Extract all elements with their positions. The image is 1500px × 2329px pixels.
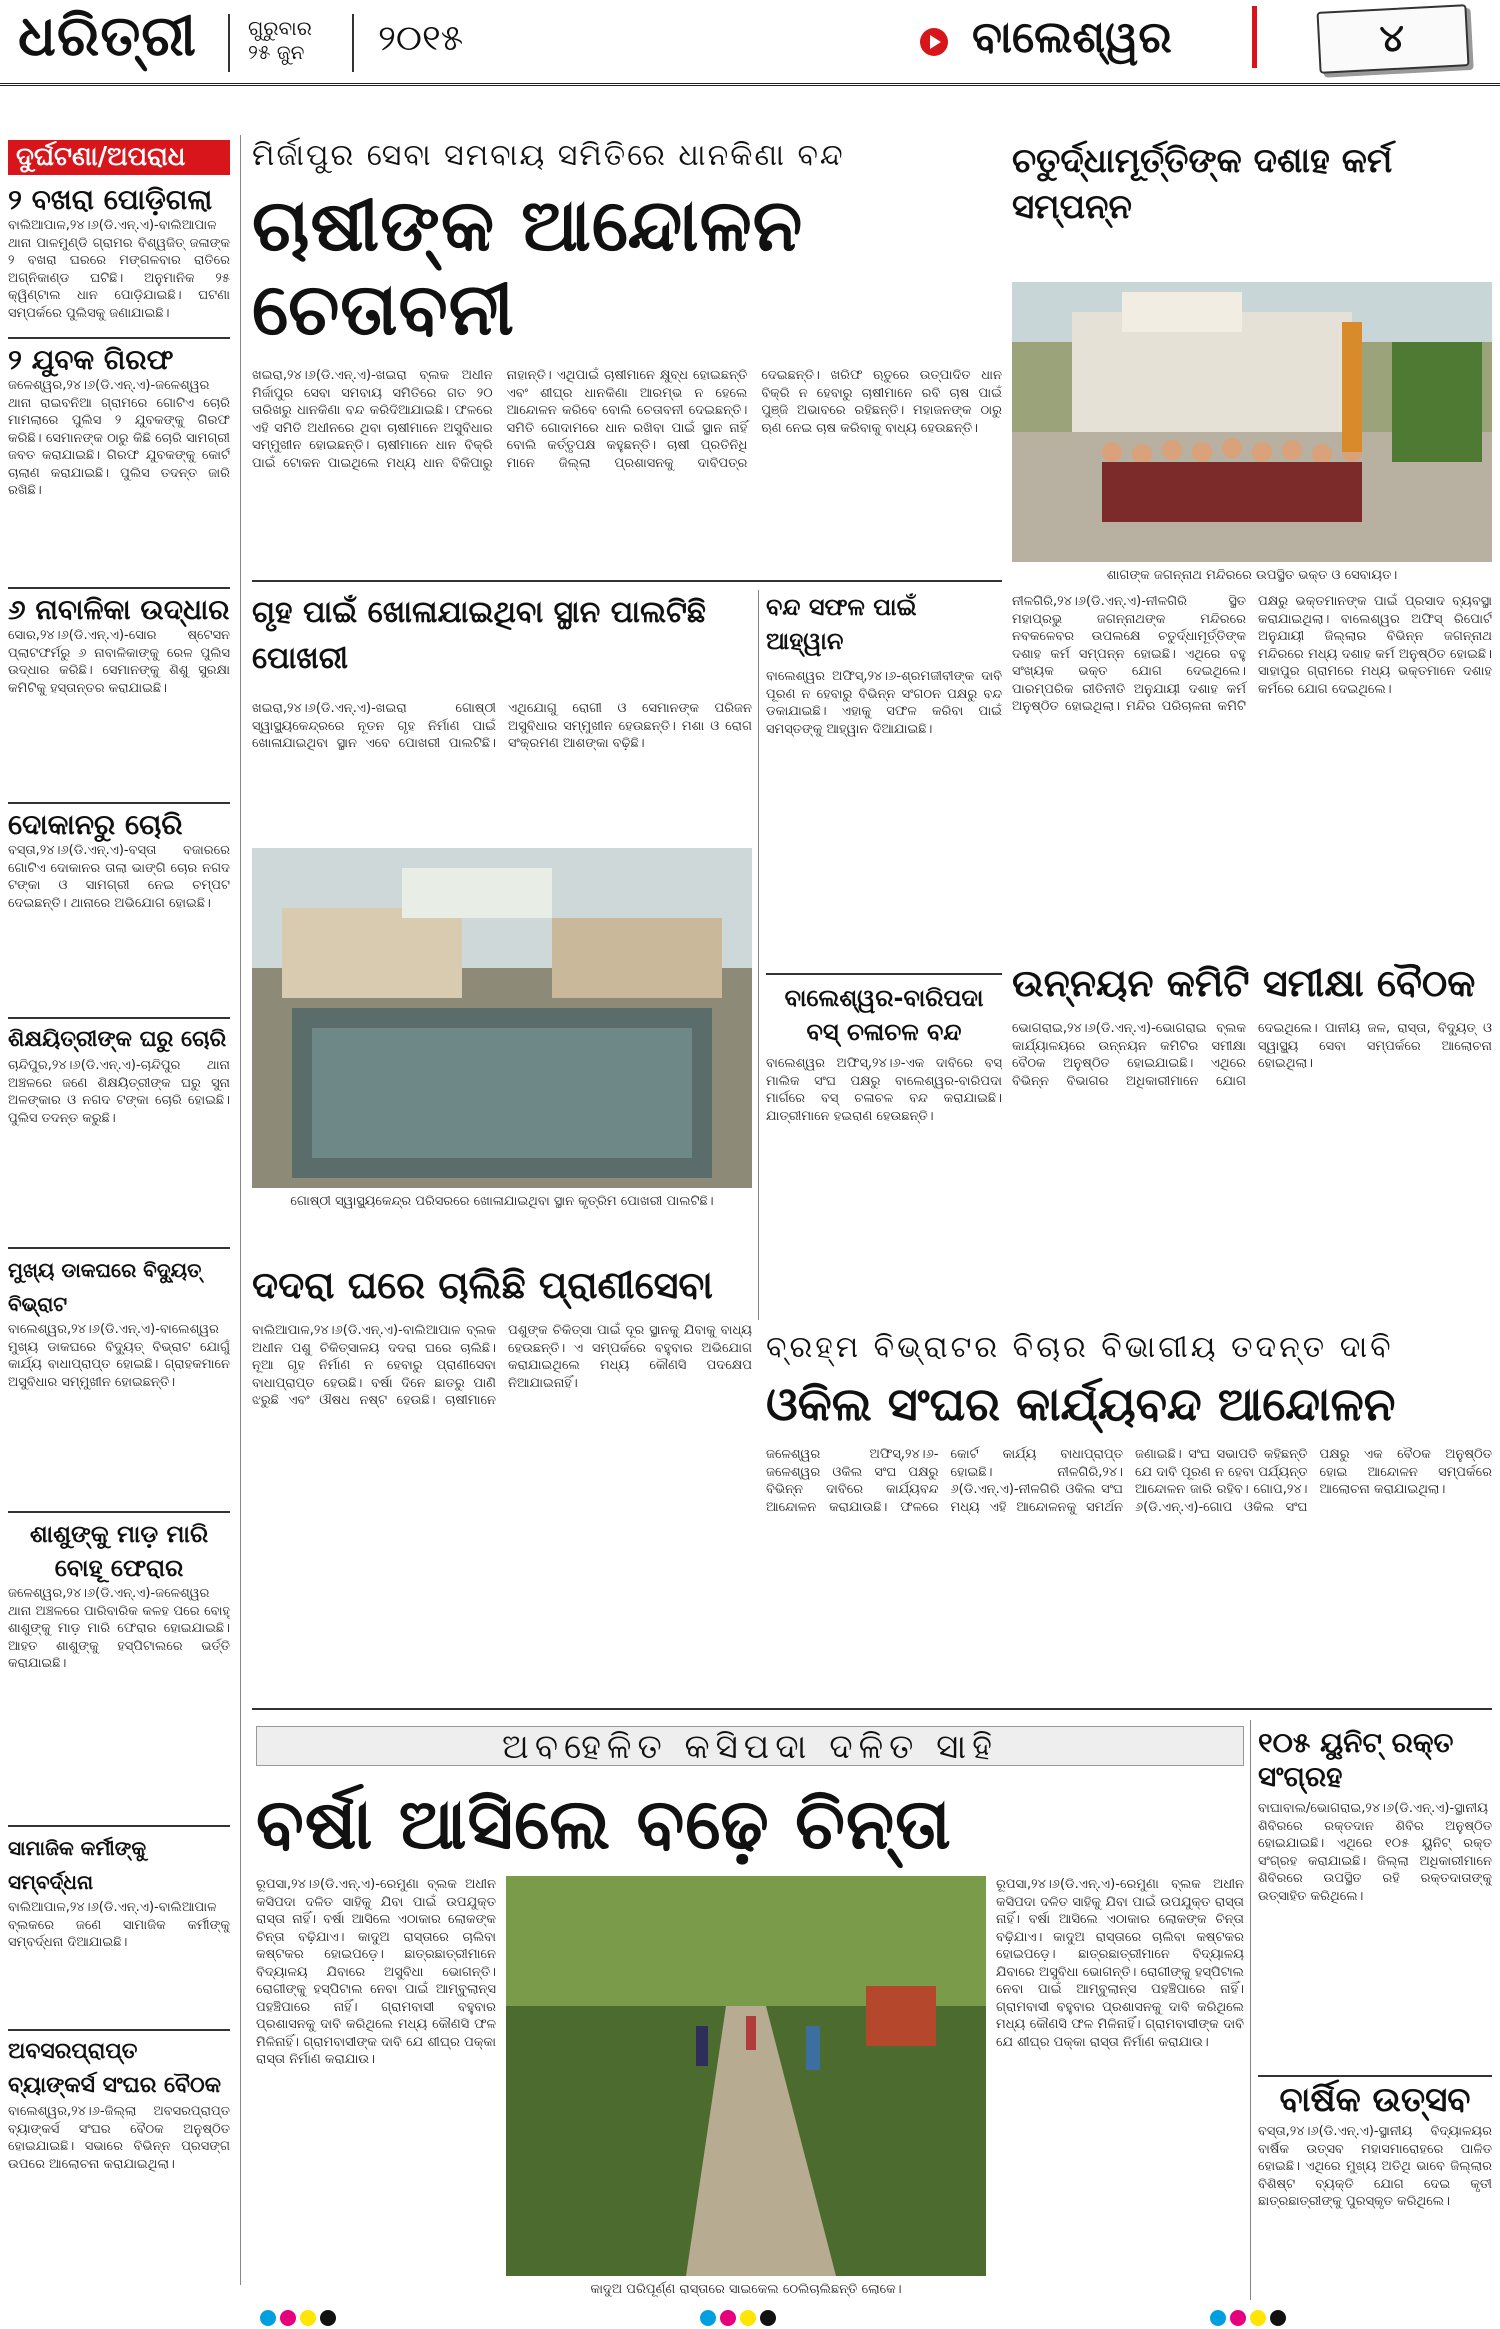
print-registration-marks [0,2310,1500,2329]
brief-body: ବସ୍ତା,୨୪।୬(ଡି.ଏନ୍.ଏ)-ବସ୍ତା ବଜାରରେ ଗୋଟିଏ ଦୋକାନର ତାଲା ଭାଙ୍ଗି ଚୋର ନଗଦ ଟଙ୍କା ଓ ସାମଗ୍ରୀ ନେଇ ଚମ୍ପଟ ଦେଇଛନ୍ତି। ଥାନାରେ ଅଭିଯୋଗ ହୋଇଛି। [8,843,230,911]
brief-headline: ଶାଶୁଙ୍କୁ ମାଡ଼ ମାରି ବୋହୂ ଫେରାର [29,1520,209,1582]
divider [8,1247,230,1249]
story-headline: ଦଦରା ଘରେ ଚାଲିଛି ପ୍ରାଣୀସେବା [252,1263,713,1307]
newspaper-title: ଧରିତ୍ରୀ [18,4,197,69]
brief-6 [8,1253,230,1511]
divider [1258,2075,1492,2077]
story-kicker: ମିର୍ଜାପୁର ସେବା ସମବାୟ ସମିତିରେ ଧାନକିଣା ବନ୍ଦ [252,138,845,173]
temple-story [1012,138,1492,988]
brief-headline: ମୁଖ୍ୟ ଡାକଘରେ ବିଦ୍ୟୁତ୍ ବିଭ୍ରାଟ [8,1258,202,1316]
cyan-mark [1210,2310,1226,2326]
brief-body: ବାଲିଆପାଳ,୨୪।୬(ଡି.ଏନ୍.ଏ)-ବାଲିଆପାଳ ବ୍ଲକରେ ଜଣେ ସାମାଜିକ କର୍ମୀଙ୍କୁ ସମ୍ବର୍ଦ୍ଧନା ଦିଆଯାଇଛି। [8,1900,230,1950]
section-tag: ଦୁର୍ଘଟଣା/ଅପରାଧ [8,140,230,175]
rain-body: ରୂପସା,୨୪।୬(ଡି.ଏନ୍.ଏ)-ରେମୁଣା ବ୍ଲକ ଅଧୀନ କସିପଦା ଦଳିତ ସାହିକୁ ଯିବା ପାଇଁ ଉପଯୁକ୍ତ ରାସ୍ତା ନାହିଁ। ବର୍ଷା ଆସିଲେ ଏଠାକାର ଲୋକଙ୍କ ଚିନ୍ତା ବଢ଼ିଯାଏ। କାଦୁଅ ରାସ୍ତାରେ ଚାଲିବା କଷ୍ଟକର ହୋଇପଡ଼େ। ଛାତ୍ରଛାତ୍ରୀମାନେ ବିଦ୍ୟାଳୟ ଯିବାରେ ଅସୁବିଧା ଭୋଗନ୍ତି। ରୋଗୀଙ୍କୁ ହସ୍ପିଟାଲ ନେବା ପାଇଁ ଆମ୍ବୁଲାନ୍ସ ପହଞ୍ଚିପାରେ ନାହିଁ। ଗ୍ରାମବାସୀ ବହୁବାର ପ୍ରଶାସନକୁ ଦାବି କରିଥିଲେ ମଧ୍ୟ କୌଣସି ଫଳ ମିଳିନାହିଁ। ଗ୍ରାମବାସୀଙ୍କ ଦାବି ଯେ ଶୀଘ୍ର ପକ୍କା ରାସ୍ତା ନିର୍ମାଣ କରାଯାଉ। [256,1877,496,2067]
cyan-mark [700,2310,716,2326]
top-story [252,138,1002,622]
photo-caption: ଶାଗଙ୍କ ଜଗନ୍ନାଥ ମନ୍ଦିରରେ ଉପସ୍ଥିତ ଭକ୍ତ ଓ ସେବାୟତ। [1106,568,1398,583]
cyan-mark [260,2310,276,2326]
rain-caption: କାଦୁଅ ପରିପୂର୍ଣ୍ଣ ରାସ୍ତାରେ ସାଇକେଲ ଠେଲିଚାଲିଛନ୍ତି ଲୋକେ। [590,2282,902,2297]
story-headline: ଗୃହ ପାଇଁ ଖୋଳାଯାଇଥିବା ସ୍ଥାନ ପାଲଟିଛି ପୋଖରୀ [252,595,706,676]
issue-date [248,16,312,64]
magenta-mark [1230,2310,1246,2326]
brief-7 [8,1517,230,1825]
pond-story [252,590,752,1209]
story-body: ନୀଳଗିରି,୨୪।୬(ଡି.ଏନ୍.ଏ)-ନୀଳଗିରି ସ୍ଥିତ ମହାପ୍ରଭୁ ଜଗନ୍ନାଥଙ୍କ ମନ୍ଦିରରେ ନବକଳେବର ଉପଲକ୍ଷେ ଚତୁର୍ଦ୍ଧାମୂର୍ତ୍ତିଙ୍କ ଦଶାହ କର୍ମ ସମ୍ପନ୍ନ ହୋଇଛି। ଏଥିରେ ବହୁ ସଂଖ୍ୟକ ଭକ୍ତ ଯୋଗ ଦେଇଥିଲେ। ପାରମ୍ପରିକ ରୀତିନୀତି ଅନୁଯାୟୀ ଦଶାହ କର୍ମ ଅନୁଷ୍ଠିତ ହୋଇଥିଲା। ମନ୍ଦିର ପରିଚାଳନା କମିଟି ପକ୍ଷରୁ ଭକ୍ତମାନଙ୍କ ପାଇଁ ପ୍ରସାଦ ବ୍ୟବସ୍ଥା କରାଯାଇଥିଲା। ବାଲେଶ୍ୱର ଅଫିସ୍ ରିପୋର୍ଟ ଅନୁଯାୟୀ ଜିଲ୍ଲାର ବିଭିନ୍ନ ଜଗନ୍ନାଥ ମନ୍ଦିରରେ ମଧ୍ୟ ଦଶାହ କର୍ମ ଅନୁଷ୍ଠିତ ହୋଇଛି। ସାହାପୁର ଗ୍ରାମରେ ମଧ୍ୟ ଭକ୍ତମାନେ ଦଶାହ କର୍ମରେ ଯୋଗ ଦେଇଥିଲେ। [1012,594,1492,714]
story-headline: ବାଲେଶ୍ୱର-ବାରିପଦା ବସ୍ ଚଳାଚଳ ବନ୍ଦ [784,984,984,1046]
column-rule [1250,1720,1251,2300]
brief-headline: ୨ ଯୁବକ ଗିରଫ [8,343,174,376]
masthead [0,0,1500,86]
left-column [8,140,230,2300]
brahma-headline: ବ୍ରହ୍ମ ବିଭ୍ରାଟର ବିଚାର ବିଭାଗୀୟ ତଦନ୍ତ ଦାବି [766,1330,1394,1365]
divider [8,1511,230,1513]
brief-9 [8,2035,230,2233]
magenta-mark [280,2310,296,2326]
story-body: ବାଲେଶ୍ୱର ଅଫିସ୍,୨୪।୬-ଶ୍ରମଜୀବୀଙ୍କ ଦାବି ପୂରଣ ନ ହେବାରୁ ବିଭିନ୍ନ ସଂଗଠନ ପକ୍ଷରୁ ବନ୍ଦ ଡକାଯାଇଛି। ଏହାକୁ ସଫଳ କରିବା ପାଇଁ ସମସ୍ତଙ୍କୁ ଆହ୍ୱାନ ଦିଆଯାଇଛି। [766,669,1002,737]
divider [8,337,230,339]
story-headline: ଚତୁର୍ଦ୍ଧାମୂର୍ତ୍ତିଙ୍କ ଦଶାହ କର୍ମ ସମ୍ପନ୍ନ [1012,141,1393,227]
black-mark [320,2310,336,2326]
brief-body: ବାଲେଶ୍ୱର,୨୪।୬(ଡି.ଏନ୍.ଏ)-ବାଲେଶ୍ୱର ମୁଖ୍ୟ ଡାକଘରେ ବିଦ୍ୟୁତ୍ ବିଭ୍ରାଟ ଯୋଗୁଁ କାର୍ଯ୍ୟ ବାଧାପ୍ରାପ୍ତ ହୋଇଛି। ଗ୍ରାହକମାନେ ଅସୁବିଧାର ସମ୍ମୁଖୀନ ହୋଇଛନ୍ତି। [8,1322,230,1390]
yellow-mark [300,2310,316,2326]
divider [252,1708,1492,1710]
black-mark [760,2310,776,2326]
pond-photo [252,848,752,1188]
edition-city: ବାଲେଶ୍ୱର [972,12,1172,63]
story-headline: ଚାଷୀଙ୍କ ଆନ୍ଦୋଳନ ଚେତାବନୀ [252,183,804,351]
story-headline: ୧୦୫ ୟୁନିଟ୍ ରକ୍ତ ସଂଗ୍ରହ [1258,1726,1454,1793]
dev-story [1012,960,1492,1330]
story-body: ଖଇରା,୨୪।୬(ଡି.ଏନ୍.ଏ)-ଖଇରା ବ୍ଲକ ଅଧୀନ ମିର୍ଜାପୁର ସେବା ସମବାୟ ସମିତିରେ ଗତ ୨୦ ତାରିଖରୁ ଧାନକିଣା ବନ୍ଦ କରିଦିଆଯାଇଛି। ଫଳରେ ଏହି ସମିତି ଅଧୀନରେ ଥିବା ଚାଷୀମାନେ ଅସୁବିଧାର ସମ୍ମୁଖୀନ ହୋଇଛନ୍ତି। ଚାଷୀମାନେ ଧାନ ବିକ୍ରି ପାଇଁ ଟୋକନ ପାଇଥିଲେ ମଧ୍ୟ ଧାନ ବିକିପାରୁ ନାହାନ୍ତି। ଏଥିପାଇଁ ଚାଷୀମାନେ କ୍ଷୁବ୍ଧ ହୋଇଛନ୍ତି ଏବଂ ଶୀଘ୍ର ଧାନକିଣା ଆରମ୍ଭ ନ ହେଲେ ଆନ୍ଦୋଳନ କରିବେ ବୋଲି ଚେତାବନୀ ଦେଇଛନ୍ତି। ସମିତି ଗୋଦାମରେ ଧାନ ରଖିବା ପାଇଁ ସ୍ଥାନ ନାହିଁ ବୋଲି କର୍ତ୍ତୃପକ୍ଷ କହୁଛନ୍ତି। ଚାଷୀ ପ୍ରତିନିଧି ମାନେ ଜିଲ୍ଲା ପ୍ରଶାସନକୁ ଦାବିପତ୍ର ଦେଇଛନ୍ତି। ଖରିଫ ଋତୁରେ ଉତ୍ପାଦିତ ଧାନ ବିକ୍ରି ନ ହେବାରୁ ଚାଷୀମାନେ ରବି ଚାଷ ପାଇଁ ପୁଞ୍ଜି ଅଭାବରେ ରହିଛନ୍ତି। ମହାଜନଙ୍କ ଠାରୁ ଋଣ ନେଇ ଚାଷ କରିବାକୁ ବାଧ୍ୟ ହେଉଛନ୍ତି। [252,368,1002,471]
rain-kicker: ଅବହେଳିତ କସିପଦା ଦଳିତ ସାହି [256,1726,1244,1766]
temple-photo [1012,282,1492,562]
story-body: ବାଘାବାଲ/ଭୋଗରାଇ,୨୪।୬(ଡି.ଏନ୍.ଏ)-ସ୍ଥାନୀୟ ଶିବିରରେ ରକ୍ତଦାନ ଶିବିର ଅନୁଷ୍ଠିତ ହୋଇଯାଇଛି। ଏଥିରେ ୧୦୫ ୟୁନିଟ୍ ରକ୍ତ ସଂଗ୍ରହ କରାଯାଇଛି। ଜିଲ୍ଲା ଅଧିକାରୀମାନେ ଶିବିରରେ ଉପସ୍ଥିତ ରହି ରକ୍ତଦାତାଙ୍କୁ ଉତ୍ସାହିତ କରିଥିଲେ। [1258,1801,1492,1904]
divider [766,973,1002,975]
yellow-mark [740,2310,756,2326]
brief-4 [8,808,230,1017]
lawyer-story [766,1376,1492,1731]
accent-bar [1252,6,1257,68]
brief-body: ସୋର,୨୪।୬(ଡି.ଏନ୍.ଏ)-ସୋର ଷ୍ଟେସନ ପ୍ଲାଟଫର୍ମରୁ ୬ ନାବାଳିକାଙ୍କୁ ରେଳ ପୁଲିସ ଉଦ୍ଧାର କରିଛି। ସେମାନଙ୍କୁ ଶିଶୁ ସୁରକ୍ଷା କମିଟିକୁ ହସ୍ତାନ୍ତର କରାଯାଇଛି। [8,628,230,696]
story-headline: ଉନ୍ନୟନ କମିଟି ସମୀକ୍ଷା ବୈଠକ [1012,961,1476,1005]
animal-story [252,1262,752,1712]
story-body: ବସ୍ତା,୨୪।୬(ଡି.ଏନ୍.ଏ)-ସ୍ଥାନୀୟ ବିଦ୍ୟାଳୟର ବାର୍ଷିକ ଉତ୍ସବ ମହାସମାରୋହରେ ପାଳିତ ହୋଇଛି। ଏଥିରେ ମୁଖ୍ୟ ଅତିଥି ଭାବେ ଜିଲ୍ଲାର ବିଶିଷ୍ଟ ବ୍ୟକ୍ତି ଯୋଗ ଦେଇ କୃତୀ ଛାତ୍ରଛାତ୍ରୀଙ୍କୁ ପୁରସ୍କୃତ କରିଥିଲେ। [1258,2124,1492,2209]
divider [228,14,230,72]
play-icon [920,28,948,56]
photo-caption: ଗୋଷ୍ଠୀ ସ୍ୱାସ୍ଥ୍ୟକେନ୍ଦ୍ର ପରିସରରେ ଖୋଳାଯାଇଥିବା ସ୍ଥାନ କୃତ୍ରିମ ପୋଖରୀ ପାଲଟିଛି। [290,1194,714,1209]
brief-body: ଚାନ୍ଦିପୁର,୨୪।୬(ଡି.ଏନ୍.ଏ)-ଚାନ୍ଦିପୁର ଥାନା ଅଞ୍ଚଳରେ ଜଣେ ଶିକ୍ଷୟିତ୍ରୀଙ୍କ ଘରୁ ସୁନା ଅଳଙ୍କାର ଓ ନଗଦ ଟଙ୍କା ଚୋରି ହୋଇଛି। ପୁଲିସ ତଦନ୍ତ କରୁଛି। [8,1058,230,1126]
page-number: ୪ [1378,15,1406,61]
appeal-story [766,590,1002,1335]
divider [8,587,230,589]
story-body: ବାଲିଆପାଳ,୨୪।୬(ଡି.ଏନ୍.ଏ)-ବାଲିଆପାଳ ବ୍ଲକ ଅଧୀନ ପଶୁ ଚିକିତ୍ସାଳୟ ଦଦରା ଘରେ ଚାଲିଛି। ନୂଆ ଗୃହ ନିର୍ମାଣ ନ ହେବାରୁ ପ୍ରାଣୀସେବା ବାଧାପ୍ରାପ୍ତ ହେଉଛି। ବର୍ଷା ଦିନେ ଛାତରୁ ପାଣି ଝରୁଛି ଏବଂ ଔଷଧ ନଷ୍ଟ ହେଉଛି। ଚାଷୀମାନେ ପଶୁଙ୍କ ଚିକିତ୍ସା ପାଇଁ ଦୂର ସ୍ଥାନକୁ ଯିବାକୁ ବାଧ୍ୟ ହେଉଛନ୍ତି। ଏ ସମ୍ପର୍କରେ ବହୁବାର ଅଭିଯୋଗ କରାଯାଇଥିଲେ ମଧ୍ୟ କୌଣସି ପଦକ୍ଷେପ ନିଆଯାଇନାହିଁ। [252,1323,752,1408]
brief-body: ବାଲିଆପାଳ,୨୪।୬(ଡି.ଏନ୍.ଏ)-ବାଲିଆପାଳ ଥାନା ପାଳମୁଣ୍ଡି ଗ୍ରାମର ବିଶ୍ୱଜିତ୍ ଜଳାଙ୍କ ୨ ବଖରା ଘରରେ ମଙ୍ଗଳବାର ରାତିରେ ଅଗ୍ନିକାଣ୍ଡ ଘଟିଛି। ଅନୁମାନିକ ୨୫ କ୍ୱିଣ୍ଟାଲ ଧାନ ପୋଡ଼ିଯାଇଛି। ଘଟଣା ସମ୍ପର୍କରେ ପୁଲିସକୁ ଜଣାଯାଇଛି। [8,218,230,321]
story-body: ଜଳେଶ୍ୱର ଅଫିସ୍,୨୪।୬-ଜଳେଶ୍ୱର ଓକିଲ ସଂଘ ପକ୍ଷରୁ ବିଭିନ୍ନ ଦାବିରେ କାର୍ଯ୍ୟବନ୍ଦ ଆନ୍ଦୋଳନ କରାଯାଉଛି। ଫଳରେ କୋର୍ଟ କାର୍ଯ୍ୟ ବାଧାପ୍ରାପ୍ତ ହୋଇଛି। ନୀଳଗିରି,୨୪।୬(ଡି.ଏନ୍.ଏ)-ନୀଳଗିରି ଓକିଲ ସଂଘ ମଧ୍ୟ ଏହି ଆନ୍ଦୋଳନକୁ ସମର୍ଥନ ଜଣାଇଛି। ସଂଘ ସଭାପତି କହିଛନ୍ତି ଯେ ଦାବି ପୂରଣ ନ ହେବା ପର୍ଯ୍ୟନ୍ତ ଆନ୍ଦୋଳନ ଜାରି ରହିବ। ଗୋପ,୨୪।୬(ଡି.ଏନ୍.ଏ)-ଗୋପ ଓକିଲ ସଂଘ ପକ୍ଷରୁ ଏକ ବୈଠକ ଅନୁଷ୍ଠିତ ହୋଇ ଆନ୍ଦୋଳନ ସମ୍ପର୍କରେ ଆଲୋଚନା କରାଯାଇଥିଲା। [766,1447,1492,1515]
story-headline: ଓକିଲ ସଂଘର କାର୍ଯ୍ୟବନ୍ଦ ଆନ୍ଦୋଳନ [766,1377,1396,1431]
divider [8,1825,230,1827]
brief-headline: ସାମାଜିକ କର୍ମୀଙ୍କୁ ସମ୍ବର୍ଦ୍ଧନା [8,1836,147,1894]
brief-headline: ୬ ନାବାଳିକା ଉଦ୍ଧାର [8,593,230,626]
brief-body: ଜଳେଶ୍ୱର,୨୪।୬(ଡି.ଏନ୍.ଏ)-ଜଳେଶ୍ୱର ଥାନା ଅଞ୍ଚଳରେ ପାରିବାରିକ କଳହ ପରେ ବୋହୂ ଶାଶୁଙ୍କୁ ମାଡ଼ ମାରି ଫେରାର ହୋଇଯାଇଛି। ଆହତ ଶାଶୁଙ୍କୁ ହସ୍ପିଟାଲରେ ଭର୍ତ୍ତି କରାଯାଇଛି। [8,1586,230,1671]
story-body: ବାଲେଶ୍ୱର ଅଫିସ୍,୨୪।୬-ଏକ ଦାବିରେ ବସ୍ ମାଲିକ ସଂଘ ପକ୍ଷରୁ ବାଲେଶ୍ୱର-ବାରିପଦା ମାର୍ଗରେ ବସ୍ ଚଳାଚଳ ବନ୍ଦ କରାଯାଇଛି। ଯାତ୍ରୀମାନେ ହଇରାଣ ହେଉଛନ୍ତି। [766,1056,1002,1124]
divider [8,2029,230,2031]
day-month: ୨୫ ଜୁନ [248,40,305,64]
column-rule [758,590,759,1320]
divider [8,802,230,804]
rain-photo [506,1876,986,2276]
brief-3 [8,593,230,802]
brief-headline: ଶିକ୍ଷୟିତ୍ରୀଙ୍କ ଘରୁ ଚୋରି [8,1027,227,1052]
brief-body: ବାଲେଶ୍ୱର,୨୪।୬-ଜିଲ୍ଲା ଅବସରପ୍ରାପ୍ତ ବ୍ୟାଙ୍କର୍ସ ସଂଘର ବୈଠକ ଅନୁଷ୍ଠିତ ହୋଇଯାଇଛି। ସଭାରେ ବିଭିନ୍ନ ପ୍ରସଙ୍ଗ ଉପରେ ଆଲୋଚନା କରାଯାଇଥିଲା। [8,2104,230,2172]
story-headline: ବନ୍ଦ ସଫଳ ପାଇଁ ଆହ୍ୱାନ [766,593,917,655]
issue-year: ୨୦୧୫ [378,18,464,59]
divider [8,1017,230,1019]
brief-headline: ଅବସରପ୍ରାପ୍ତ ବ୍ୟାଙ୍କର୍ସ ସଂଘର ବୈଠକ [8,2039,221,2098]
rain-body-2: ରୂପସା,୨୪।୬(ଡି.ଏନ୍.ଏ)-ରେମୁଣା ବ୍ଲକ ଅଧୀନ କସିପଦା ଦଳିତ ସାହିକୁ ଯିବା ପାଇଁ ଉପଯୁକ୍ତ ରାସ୍ତା ନାହିଁ। ବର୍ଷା ଆସିଲେ ଏଠାକାର ଲୋକଙ୍କ ଚିନ୍ତା ବଢ଼ିଯାଏ। କାଦୁଅ ରାସ୍ତାରେ ଚାଲିବା କଷ୍ଟକର ହୋଇପଡ଼େ। ଛାତ୍ରଛାତ୍ରୀମାନେ ବିଦ୍ୟାଳୟ ଯିବାରେ ଅସୁବିଧା ଭୋଗନ୍ତି। ରୋଗୀଙ୍କୁ ହସ୍ପିଟାଲ ନେବା ପାଇଁ ଆମ୍ବୁଲାନ୍ସ ପହଞ୍ଚିପାରେ ନାହିଁ। ଗ୍ରାମବାସୀ ବହୁବାର ପ୍ରଶାସନକୁ ଦାବି କରିଥିଲେ ମଧ୍ୟ କୌଣସି ଫଳ ମିଳିନାହିଁ। ଗ୍ରାମବାସୀଙ୍କ ଦାବି ଯେ ଶୀଘ୍ର ପକ୍କା ରାସ୍ତା ନିର୍ମାଣ କରାଯାଉ। [996,1877,1244,2050]
divider [352,14,354,72]
story-body: ଖଇରା,୨୪।୬(ଡି.ଏନ୍.ଏ)-ଖଇରା ଗୋଷ୍ଠୀ ସ୍ୱାସ୍ଥ୍ୟକେନ୍ଦ୍ରରେ ନୂତନ ଗୃହ ନିର୍ମାଣ ପାଇଁ ଖୋଳାଯାଇଥିବା ସ୍ଥାନ ଏବେ ପୋଖରୀ ପାଲଟିଛି। ଏଥିଯୋଗୁ ରୋଗୀ ଓ ସେମାନଙ୍କ ପରିଜନ ଅସୁବିଧାର ସମ୍ମୁଖୀନ ହେଉଛନ୍ତି। ମଶା ଓ ରୋଗ ସଂକ୍ରମଣ ଆଶଙ୍କା ବଢ଼ିଛି। [252,701,752,751]
divider [252,580,1002,582]
yellow-mark [1250,2310,1266,2326]
weekday: ଗୁରୁବାର [248,16,312,40]
blood-story [1258,1726,1492,2329]
column-rule [240,135,241,2285]
story-body: ଭୋଗରାଇ,୨୪।୬(ଡି.ଏନ୍.ଏ)-ଭୋଗରାଇ ବ୍ଲକ କାର୍ଯ୍ୟାଳୟରେ ଉନ୍ନୟନ କମିଟିର ସମୀକ୍ଷା ବୈଠକ ଅନୁଷ୍ଠିତ ହୋଇଯାଇଛି। ଏଥିରେ ବିଭିନ୍ନ ବିଭାଗର ଅଧିକାରୀମାନେ ଯୋଗ ଦେଇଥିଲେ। ପାନୀୟ ଜଳ, ରାସ୍ତା, ବିଦ୍ୟୁତ୍ ଓ ସ୍ୱାସ୍ଥ୍ୟ ସେବା ସମ୍ପର୍କରେ ଆଲୋଚନା ହୋଇଥିଲା। [1012,1021,1492,1089]
brief-1 [8,183,230,337]
brief-headline: ଦୋକାନରୁ ଚୋରି [8,808,183,841]
brief-8 [8,1831,230,2029]
brief-5 [8,1023,230,1247]
brief-headline: ୨ ବଖରା ପୋଡ଼ିଗଲା [8,183,213,216]
story-headline: ବାର୍ଷିକ ଉତ୍ସବ [1279,2080,1471,2120]
magenta-mark [720,2310,736,2326]
black-mark [1270,2310,1286,2326]
brief-body: ଜଳେଶ୍ୱର,୨୪।୬(ଡି.ଏନ୍.ଏ)-ଜଳେଶ୍ୱର ଥାନା ରାଇବନିଆ ଗ୍ରାମରେ ଗୋଟିଏ ଚୋରି ମାମଲାରେ ପୁଲିସ ୨ ଯୁବକଙ୍କୁ ଗିରଫ କରିଛି। ସେମାନଙ୍କ ଠାରୁ କିଛି ଚୋରି ସାମଗ୍ରୀ ଜବତ କରାଯାଇଛି। ଗିରଫ ଯୁବକଙ୍କୁ କୋର୍ଟ ଚାଲାଣ କରାଯାଇଛି। ପୁଲିସ ତଦନ୍ତ ଜାରି ରଖିଛି। [8,378,230,498]
rain-headline: ବର୍ଷା ଆସିଲେ ବଢ଼େ ଚିନ୍ତା [256,1783,952,1865]
brief-2 [8,343,230,587]
page-number-badge [1316,4,1469,74]
